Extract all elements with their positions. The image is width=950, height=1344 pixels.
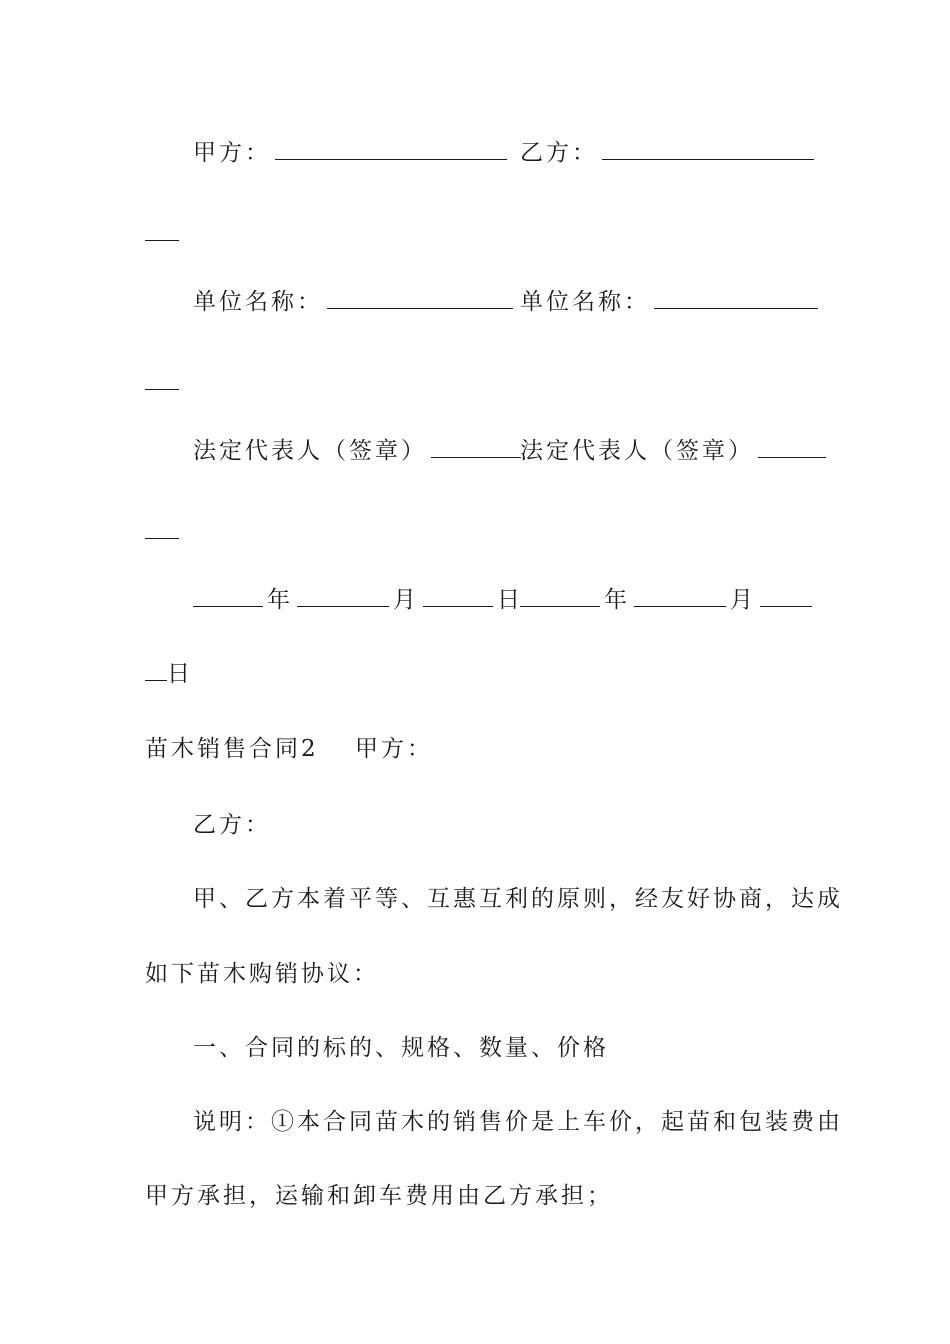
day-a: 日 — [497, 587, 523, 613]
unit-name-row — [145, 282, 810, 322]
party-a-blank — [275, 143, 507, 160]
contract2-party-b: 乙方： — [193, 812, 271, 838]
blank-continuation — [145, 214, 810, 254]
month-a: 月 — [393, 587, 419, 613]
month-b: 月 — [730, 587, 756, 613]
intro-paragraph-line-1: 甲、乙方本着平等、互惠互利的原则，经友好协商，达成 — [193, 886, 843, 912]
date-row — [145, 580, 810, 620]
intro-paragraph-line-2: 如下苗木购销协议： — [145, 961, 379, 987]
contract2-party-a: 甲方： — [355, 736, 433, 762]
day-b: 日 — [167, 661, 193, 687]
party-a-label: 甲方： — [193, 140, 271, 166]
legal-rep-a-blank — [431, 441, 521, 458]
blank-continuation — [145, 512, 810, 552]
note-paragraph-line-2: 甲方承担，运输和卸车费用由乙方承担； — [145, 1183, 613, 1209]
note-paragraph-line-1: 说明：①本合同苗木的销售价是上车价，起苗和包装费由 — [193, 1109, 843, 1135]
contract-title-row — [145, 729, 810, 769]
legal-rep-a-label: 法定代表人（签章） — [193, 438, 427, 464]
unit-name-a-label: 单位名称： — [193, 289, 323, 315]
contract-title: 苗木销售合同2 — [145, 736, 319, 762]
unit-name-b-blank — [654, 292, 818, 309]
unit-name-a-blank — [327, 292, 513, 309]
year-b: 年 — [604, 587, 630, 613]
unit-name-b-label: 单位名称： — [520, 289, 650, 315]
legal-rep-row — [145, 431, 810, 471]
section-heading-1: 一、合同的标的、规格、数量、价格 — [193, 1035, 609, 1061]
party-signature-row — [145, 133, 810, 173]
legal-rep-b-label: 法定代表人（签章） — [520, 438, 754, 464]
date-continuation — [145, 654, 810, 694]
blank-continuation — [145, 363, 810, 403]
year-a: 年 — [267, 587, 293, 613]
party-b-blank — [602, 143, 814, 160]
legal-rep-b-blank — [758, 441, 826, 458]
party-b-label: 乙方： — [520, 140, 598, 166]
